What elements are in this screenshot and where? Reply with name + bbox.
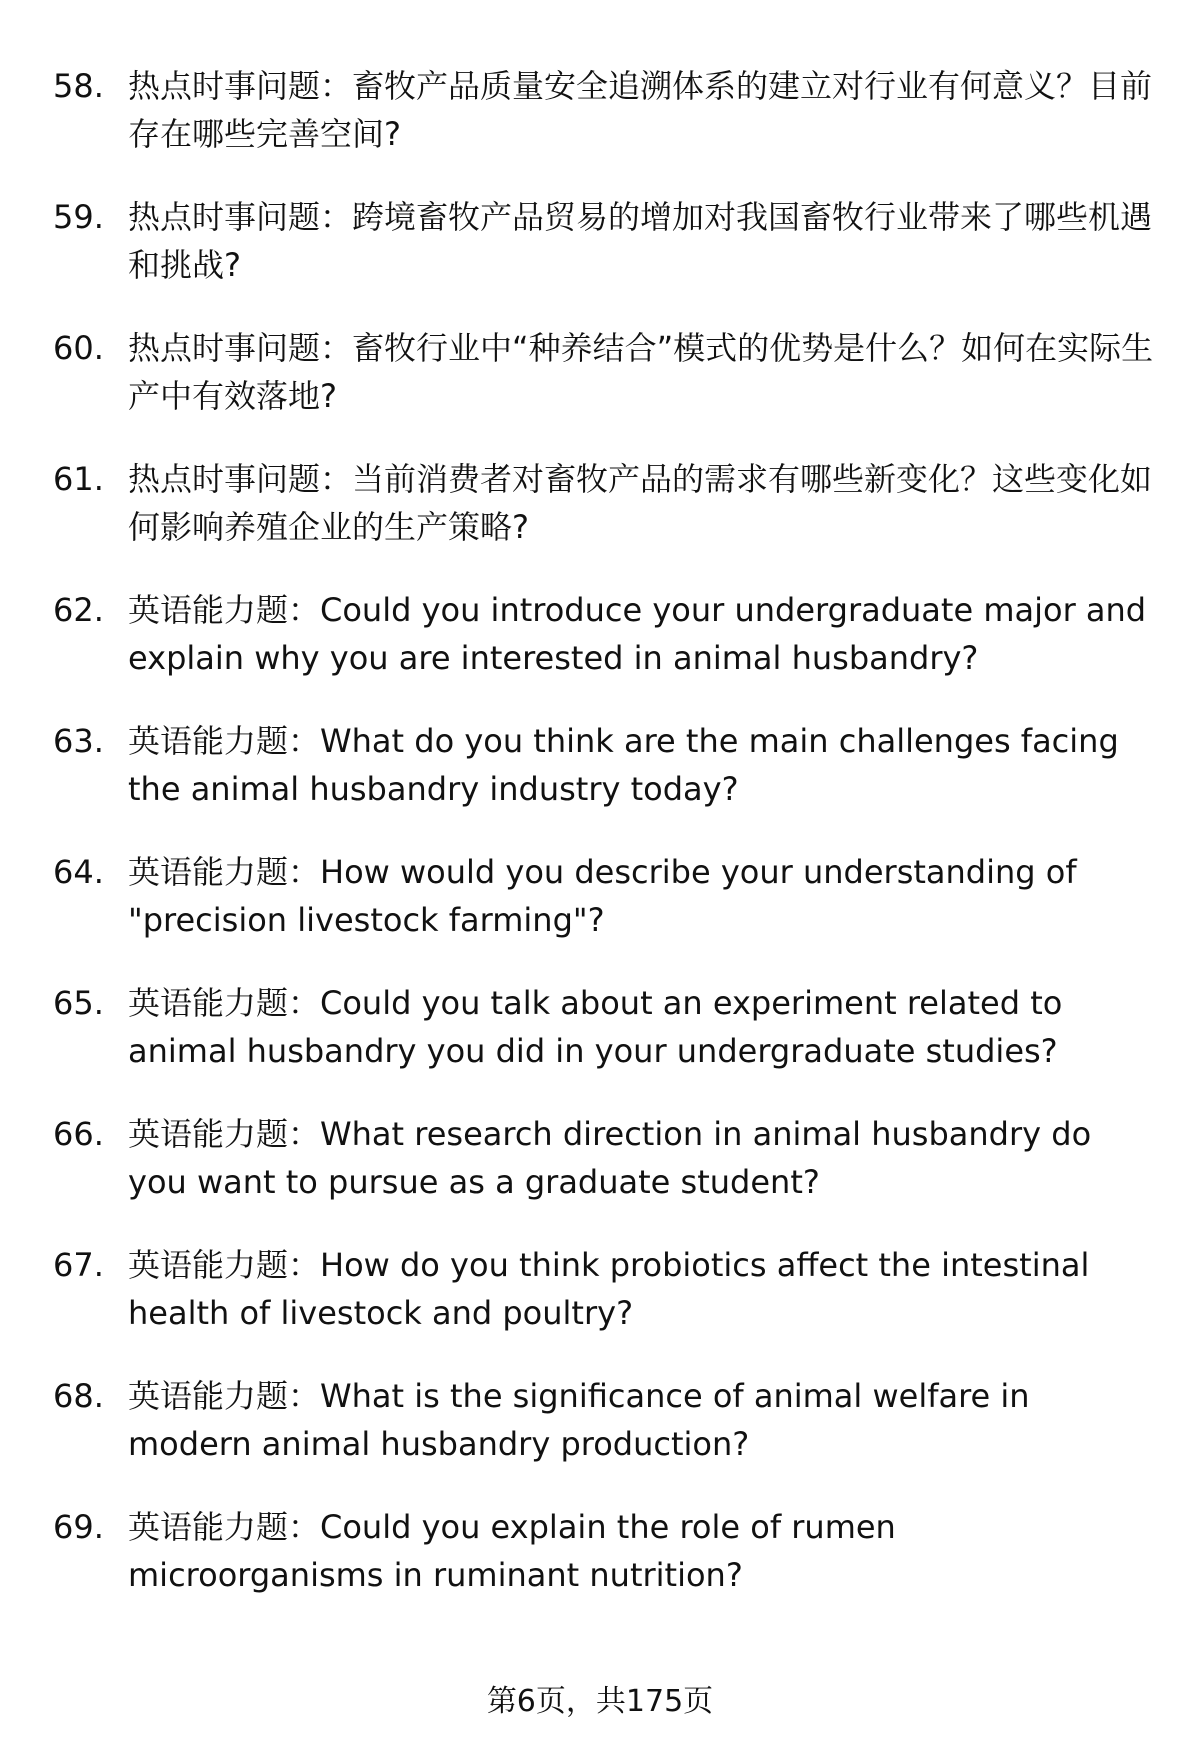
question-item <box>0 1241 1200 1337</box>
question-number: 59. <box>53 198 104 236</box>
question-text: 英语能力题：Could you talk about an experiment related to animal husbandry you did in your undergraduate studies? <box>128 984 1063 1070</box>
question-item <box>0 455 1200 551</box>
question-item <box>0 717 1200 813</box>
question-text: 热点时事问题：畜牧产品质量安全追溯体系的建立对行业有何意义？目前存在哪些完善空间? <box>128 67 1153 153</box>
question-text: 英语能力题：What is the significance of animal welfare in modern animal husbandry production? <box>128 1377 1030 1463</box>
question-number: 61. <box>53 460 104 498</box>
question-text: 热点时事问题：跨境畜牧产品贸易的增加对我国畜牧行业带来了哪些机遇和挑战? <box>128 198 1153 284</box>
question-item <box>0 1503 1200 1599</box>
question-item <box>0 586 1200 682</box>
question-number: 67. <box>53 1246 104 1284</box>
question-item <box>0 324 1200 420</box>
question-number: 60. <box>53 329 104 367</box>
question-text: 英语能力题：Could you explain the role of rumen microorganisms in ruminant nutrition? <box>128 1508 896 1594</box>
question-number: 58. <box>53 67 104 105</box>
question-item <box>0 1372 1200 1468</box>
question-item <box>0 193 1200 289</box>
question-number: 69. <box>53 1508 104 1546</box>
question-text: 热点时事问题：当前消费者对畜牧产品的需求有哪些新变化？这些变化如何影响养殖企业的生产策略? <box>128 460 1153 546</box>
question-number: 62. <box>53 591 104 629</box>
question-item <box>0 1110 1200 1206</box>
question-text: 英语能力题：How would you describe your understanding of "precision livestock farming"? <box>128 853 1077 939</box>
question-text: 英语能力题：What do you think are the main challenges facing the animal husbandry industry today? <box>128 722 1119 808</box>
question-text: 英语能力题：How do you think probiotics affect the intestinal health of livestock and poultry? <box>128 1246 1090 1332</box>
question-text: 热点时事问题：畜牧行业中“种养结合”模式的优势是什么？如何在实际生产中有效落地? <box>128 329 1154 415</box>
question-item <box>0 848 1200 944</box>
question-list <box>0 62 1200 1634</box>
page-footer: 第6页，共175页 <box>486 1684 714 1719</box>
question-number: 66. <box>53 1115 104 1153</box>
question-item <box>0 62 1200 158</box>
question-number: 65. <box>53 984 104 1022</box>
question-text: 英语能力题：Could you introduce your undergraduate major and explain why you are interested in animal husbandry? <box>128 591 1147 677</box>
question-number: 63. <box>53 722 104 760</box>
question-number: 64. <box>53 853 104 891</box>
question-number: 68. <box>53 1377 104 1415</box>
question-text: 英语能力题：What research direction in animal husbandry do you want to pursue as a graduate student? <box>128 1115 1092 1201</box>
question-item <box>0 979 1200 1075</box>
